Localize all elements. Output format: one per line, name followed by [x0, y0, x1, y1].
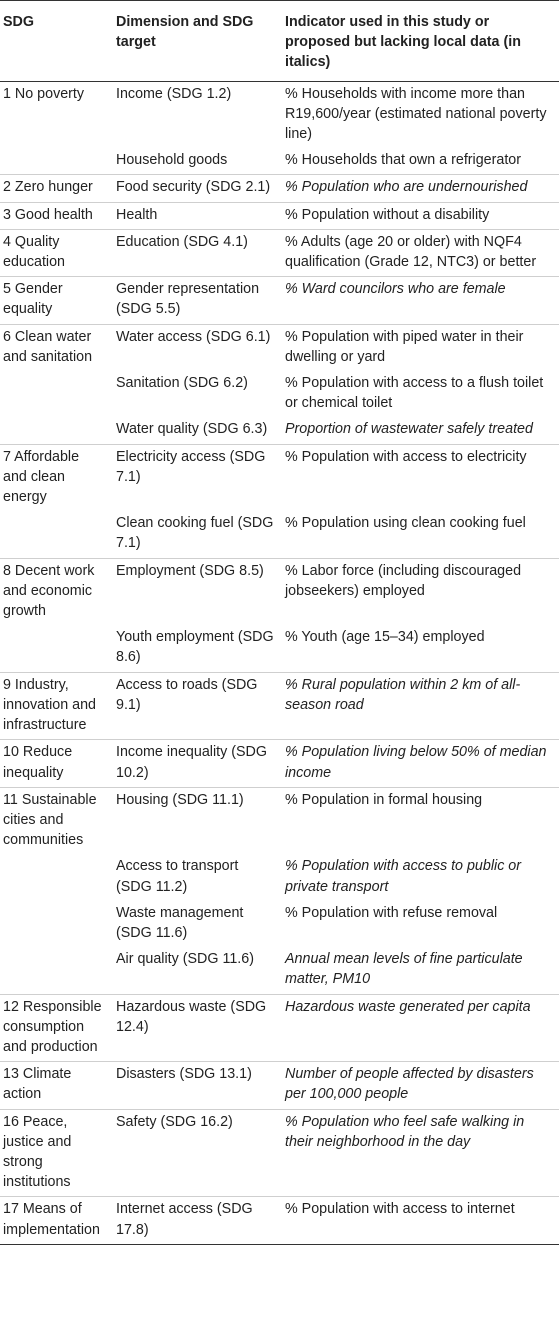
table-row — [0, 558, 559, 625]
dimension-cell: Sanitation (SDG 6.2) — [116, 375, 248, 392]
sdg-cell: 1 No poverty — [3, 85, 85, 102]
table-row — [0, 417, 559, 444]
dimension-cell: Clean cooking fuel (SDG 7.1) — [116, 515, 274, 552]
indicator-cell: Hazardous waste generated per capita — [279, 994, 559, 1062]
sdg-cell — [0, 854, 110, 900]
dimension-cell: Access to roads (SDG 9.1) — [110, 672, 279, 740]
table-row — [0, 371, 559, 417]
dimension-cell: Disasters (SDG 13.1) — [110, 1062, 279, 1109]
dimension-cell: Air quality (SDG 11.6) — [116, 951, 254, 968]
indicator-cell: % Population with access to public or private transport — [285, 858, 522, 895]
sdg-cell: 9 Industry, innovation and infrastructure — [0, 672, 110, 740]
sdg-cell: 2 Zero hunger — [0, 175, 110, 202]
indicator-cell: Number of people affected by disasters per 100,000 people — [279, 1062, 559, 1109]
indicator-cell: % Households that own a refrigerator — [285, 152, 522, 169]
table-row — [0, 175, 559, 202]
sdg-cell: 17 Means of implementation — [0, 1197, 110, 1244]
indicator-cell: % Population using clean cooking fuel — [285, 515, 526, 532]
dimension-cell: Water access (SDG 6.1) — [110, 324, 279, 371]
sdg-cell: 6 Clean water and sanitation — [0, 324, 110, 371]
table-row — [0, 1062, 559, 1109]
indicator-cell: % Population with piped water in their dwelling or yard — [279, 324, 559, 371]
dimension-cell: Water quality (SDG 6.3) — [116, 421, 268, 438]
indicator-cell: % Population living below 50% of median income — [279, 740, 559, 787]
dimension-cell: Employment (SDG 8.5) — [110, 558, 279, 625]
table-row — [0, 1197, 559, 1244]
table-row — [0, 740, 559, 787]
table-row — [0, 947, 559, 994]
dimension-cell: Health — [110, 202, 279, 229]
sdg-cell: 12 Responsible consumption and production — [0, 994, 110, 1062]
indicator-cell: % Population with access to electricity — [279, 444, 559, 511]
dimension-cell: Hazardous waste (SDG 12.4) — [110, 994, 279, 1062]
indicator-cell: % Adults (age 20 or older) with NQF4 qualification (Grade 12, NTC3) or better — [279, 229, 559, 276]
dimension-cell: Youth employment (SDG 8.6) — [116, 629, 274, 666]
table-row — [0, 994, 559, 1062]
table-row — [0, 202, 559, 229]
dimension-cell: Internet access (SDG 17.8) — [110, 1197, 279, 1244]
sdg-cell — [0, 625, 110, 672]
table-header — [0, 1, 559, 82]
dimension-cell: Household goods — [116, 152, 228, 169]
dimension-cell: Income (SDG 1.2) — [116, 85, 232, 102]
table-row — [0, 901, 559, 947]
indicator-cell: % Population with refuse removal — [285, 904, 498, 921]
table-row — [0, 444, 559, 511]
dimension-cell: Food security (SDG 2.1) — [110, 175, 279, 202]
table-row — [0, 148, 559, 175]
table-body — [0, 81, 559, 1244]
indicator-cell: % Population who feel safe walking in their neighborhood in the day — [279, 1109, 559, 1197]
dimension-cell: Gender representation (SDG 5.5) — [110, 277, 279, 324]
indicator-cell: % Households with income more than R19,600/year (estimated national poverty line) — [285, 85, 547, 143]
sdg-cell: 13 Climate action — [0, 1062, 110, 1109]
indicator-cell: Proportion of wastewater safely treated — [285, 421, 533, 438]
sdg-cell — [0, 901, 110, 947]
sdg-cell: 4 Quality education — [0, 229, 110, 276]
dimension-cell: Housing (SDG 11.1) — [110, 787, 279, 854]
table-row — [0, 672, 559, 740]
table-row — [0, 854, 559, 900]
indicator-cell: % Population in formal housing — [279, 787, 559, 854]
dimension-cell: Access to transport (SDG 11.2) — [116, 858, 239, 895]
sdg-cell: 16 Peace, justice and strong institutions — [0, 1109, 110, 1197]
dimension-cell: Waste management (SDG 11.6) — [116, 904, 244, 941]
indicator-cell: % Youth (age 15–34) employed — [285, 629, 485, 646]
sdg-cell: 11 Sustainable cities and communities — [0, 787, 110, 854]
header-indicator: Indicator used in this study or proposed but lacking local data (in italics) — [279, 1, 559, 82]
indicator-cell: Annual mean levels of fine particulate matter, PM10 — [285, 951, 523, 988]
table-row — [0, 277, 559, 324]
dimension-cell: Safety (SDG 16.2) — [110, 1109, 279, 1197]
indicator-cell: % Population with access to a flush toilet or chemical toilet — [285, 375, 544, 412]
indicator-cell: % Population who are undernourished — [279, 175, 559, 202]
sdg-cell: 3 Good health — [0, 202, 110, 229]
table-row — [0, 1109, 559, 1197]
sdg-cell: 7 Affordable and clean energy — [0, 444, 110, 511]
indicator-cell: % Ward councilors who are female — [279, 277, 559, 324]
table-row — [0, 324, 559, 371]
header-sdg: SDG — [0, 1, 110, 82]
header-row — [0, 1, 559, 82]
table-row — [0, 787, 559, 854]
table-row — [0, 81, 559, 148]
table-row — [0, 625, 559, 672]
dimension-cell: Income inequality (SDG 10.2) — [110, 740, 279, 787]
sdg-cell — [0, 148, 110, 175]
indicator-cell: % Rural population within 2 km of all-season road — [279, 672, 559, 740]
sdg-cell: 5 Gender equality — [0, 277, 110, 324]
dimension-cell: Education (SDG 4.1) — [110, 229, 279, 276]
sdg-cell: 10 Reduce inequality — [0, 740, 110, 787]
sdg-cell — [0, 417, 110, 444]
sdg-cell: 8 Decent work and economic growth — [0, 558, 110, 625]
header-dimension: Dimension and SDG target — [110, 1, 279, 82]
indicator-cell: % Population with access to internet — [279, 1197, 559, 1244]
sdg-cell — [0, 371, 110, 417]
table-row — [0, 511, 559, 558]
indicator-cell: % Population without a disability — [279, 202, 559, 229]
indicator-cell: % Labor force (including discouraged jobseekers) employed — [279, 558, 559, 625]
sdg-cell — [0, 947, 110, 994]
dimension-cell: Electricity access (SDG 7.1) — [110, 444, 279, 511]
sdg-cell — [0, 511, 110, 558]
table-row — [0, 229, 559, 276]
